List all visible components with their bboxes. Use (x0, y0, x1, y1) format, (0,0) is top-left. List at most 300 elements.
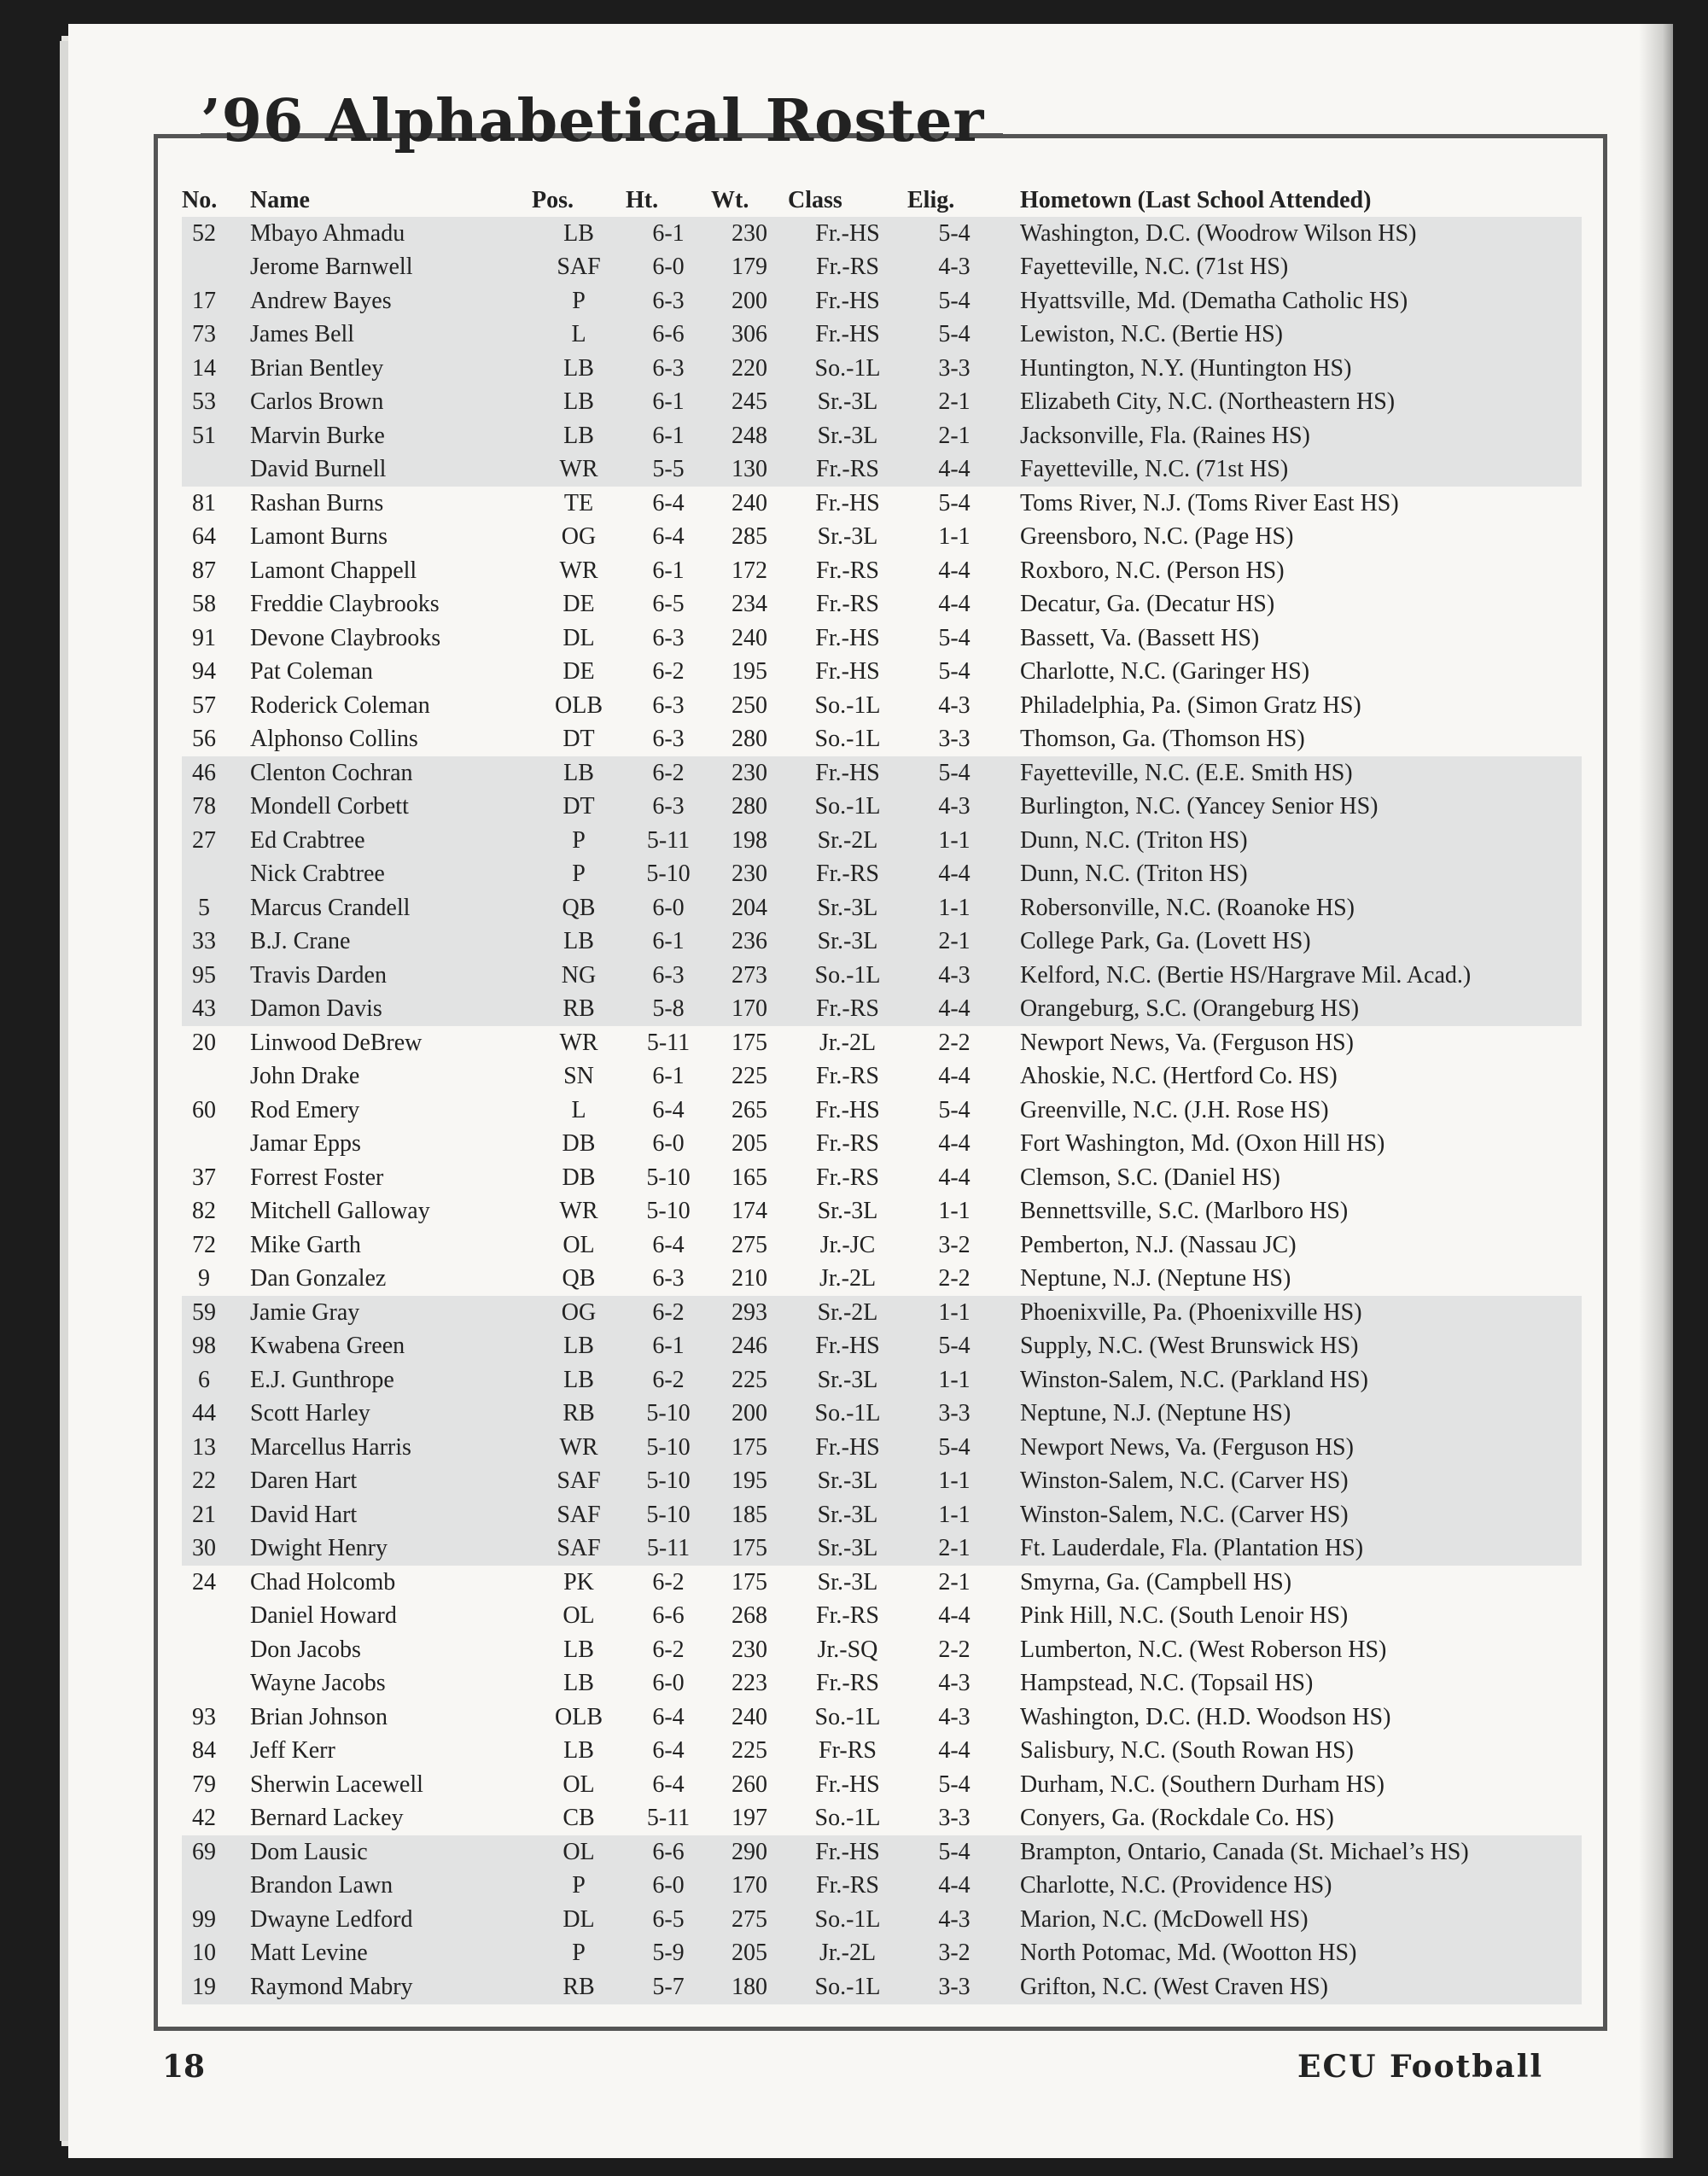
cell-ht: 5-11 (626, 824, 711, 858)
cell-cls: Jr.-JC (819, 1231, 876, 1258)
cell-name: Jerome Barnwell (226, 251, 532, 285)
roster-row (182, 1431, 1582, 1465)
roster-row (182, 656, 1582, 690)
cell-elig: 5-4 (938, 658, 971, 685)
cell-home: Pink Hill, N.C. (South Lenoir HS) (1020, 1602, 1349, 1630)
cell-wt: 285 (732, 523, 767, 551)
cell-cls: Fr.-HS (815, 624, 880, 651)
cell-home: Hyattsville, Md. (Dematha Catholic HS) (1001, 284, 1582, 318)
cell-pos: DL (563, 624, 595, 651)
roster-body (182, 217, 1582, 2004)
cell-wt: 240 (732, 1703, 767, 1730)
cell-ht: 6-1 (626, 217, 711, 251)
roster-row (182, 621, 1582, 656)
cell-pos: OG (561, 523, 597, 551)
cell-ht: 6-1 (626, 925, 711, 960)
cell-no: 87 (192, 557, 216, 584)
cell-cls: So.-1L (814, 1703, 881, 1730)
cell-cls: Sr.-3L (788, 1498, 907, 1532)
roster-row (182, 1498, 1582, 1532)
cell-wt: 200 (711, 1397, 788, 1432)
cell-no: 9 (198, 1265, 210, 1292)
cell-pos: DB (562, 1130, 596, 1158)
cell-home: Bennettsville, S.C. (Marlboro HS) (1020, 1198, 1349, 1225)
cell-no: 72 (192, 1231, 216, 1258)
cell-no: 93 (192, 1703, 216, 1730)
cell-name: Kwabena Green (226, 1330, 532, 1364)
cell-pos: LB (532, 352, 626, 386)
cell-pos: LB (532, 756, 626, 790)
cell-ht: 6-4 (652, 523, 685, 551)
cell-no: 42 (192, 1805, 216, 1832)
roster-row (182, 554, 1582, 588)
cell-home: Salisbury, N.C. (South Rowan HS) (1020, 1737, 1354, 1765)
cell-wt: 225 (732, 1063, 767, 1090)
roster-row (182, 1802, 1582, 1836)
page-number: 18 (162, 2049, 206, 2085)
cell-pos: DT (532, 790, 626, 825)
cell-cls: Fr.-RS (788, 993, 907, 1027)
cell-no: 59 (182, 1296, 226, 1330)
cell-home: Newport News, Va. (Ferguson HS) (1020, 1029, 1354, 1056)
cell-name: Scott Harley (226, 1397, 532, 1432)
cell-elig: 1-1 (907, 1498, 1001, 1532)
cell-name: David Burnell (226, 453, 532, 487)
cell-name: Matt Levine (226, 1937, 532, 1971)
cell-name: Lamont Chappell (250, 557, 417, 584)
roster-row (182, 1128, 1582, 1162)
cell-cls: Fr.-HS (815, 489, 880, 516)
cell-home: Pemberton, N.J. (Nassau JC) (1020, 1231, 1297, 1258)
cell-elig: 5-4 (907, 1330, 1001, 1364)
cell-name: Mitchell Galloway (250, 1198, 430, 1225)
cell-pos: SAF (532, 1532, 626, 1566)
cell-elig: 4-3 (938, 691, 971, 719)
cell-no: 6 (182, 1363, 226, 1397)
cell-ht: 6-6 (626, 1835, 711, 1870)
cell-wt: 210 (732, 1265, 767, 1292)
cell-elig: 2-1 (907, 419, 1001, 453)
cell-home: Kelford, N.C. (Bertie HS/Hargrave Mil. Acad.) (1001, 959, 1582, 993)
cell-wt: 175 (711, 1532, 788, 1566)
cell-elig: 2-1 (938, 1568, 971, 1596)
cell-no: 82 (192, 1198, 216, 1225)
cell-home: Winston-Salem, N.C. (Carver HS) (1001, 1465, 1582, 1499)
cell-no: 21 (182, 1498, 226, 1532)
cell-name: Mike Garth (250, 1231, 361, 1258)
cell-ht: 6-2 (626, 1363, 711, 1397)
cell-pos: LB (532, 386, 626, 420)
cell-cls: So.-1L (788, 959, 907, 993)
cell-cls: Fr.-RS (788, 251, 907, 285)
cell-home: Winston-Salem, N.C. (Parkland HS) (1001, 1363, 1582, 1397)
cell-elig: 5-4 (938, 624, 971, 651)
cell-home: College Park, Ga. (Lovett HS) (1001, 925, 1582, 960)
cell-elig: 5-4 (907, 1835, 1001, 1870)
cell-home: Ahoskie, N.C. (Hertford Co. HS) (1020, 1063, 1338, 1090)
cell-wt: 275 (711, 1903, 788, 1937)
cell-name: Pat Coleman (250, 658, 373, 685)
cell-ht: 5-10 (626, 858, 711, 892)
roster-row (182, 1397, 1582, 1432)
roster-row (182, 1026, 1582, 1060)
cell-wt: 200 (711, 284, 788, 318)
cell-cls: Sr.-3L (788, 1363, 907, 1397)
cell-name: Wayne Jacobs (250, 1670, 386, 1697)
cell-elig: 1-1 (938, 1198, 971, 1225)
roster-row (182, 824, 1582, 858)
cell-wt: 230 (711, 756, 788, 790)
cell-wt: 165 (732, 1164, 767, 1191)
cell-home: Elizabeth City, N.C. (Northeastern HS) (1001, 386, 1582, 420)
cell-name: Brian Johnson (250, 1703, 388, 1730)
cell-cls: Fr.-HS (788, 756, 907, 790)
roster-row (182, 487, 1582, 521)
cell-home: Philadelphia, Pa. (Simon Gratz HS) (1020, 691, 1361, 719)
cell-cls: Jr.-SQ (817, 1636, 878, 1663)
cell-cls: Fr.-RS (816, 1063, 879, 1090)
cell-home: Marion, N.C. (McDowell HS) (1001, 1903, 1582, 1937)
cell-elig: 4-4 (907, 453, 1001, 487)
cell-elig: 4-4 (938, 1063, 971, 1090)
cell-pos: P (532, 284, 626, 318)
cell-ht: 6-3 (652, 691, 685, 719)
cell-wt: 246 (711, 1330, 788, 1364)
roster-row (182, 723, 1582, 757)
cell-cls: So.-1L (788, 1397, 907, 1432)
cell-no: 95 (182, 959, 226, 993)
cell-home: North Potomac, Md. (Wootton HS) (1001, 1937, 1582, 1971)
cell-no (182, 453, 226, 487)
cell-pos: NG (532, 959, 626, 993)
cell-pos: OL (563, 1602, 595, 1630)
cell-pos: OLB (555, 1703, 603, 1730)
cell-wt: 205 (732, 1130, 767, 1158)
cell-ht: 6-3 (626, 790, 711, 825)
cell-wt: 273 (711, 959, 788, 993)
cell-name: Marvin Burke (226, 419, 532, 453)
roster-row (182, 959, 1582, 993)
roster-row (182, 1263, 1582, 1297)
cell-no: 27 (182, 824, 226, 858)
col-header-pos: Pos. (532, 187, 574, 213)
cell-ht: 5-7 (626, 1970, 711, 2004)
cell-pos: RB (532, 1397, 626, 1432)
cell-elig: 1-1 (907, 1465, 1001, 1499)
cell-home: Orangeburg, S.C. (Orangeburg HS) (1001, 993, 1582, 1027)
cell-ht: 6-3 (652, 1265, 685, 1292)
cell-elig: 5-4 (907, 217, 1001, 251)
cell-name: Jeff Kerr (250, 1737, 335, 1765)
cell-home: Clemson, S.C. (Daniel HS) (1020, 1164, 1280, 1191)
cell-home: Charlotte, N.C. (Providence HS) (1001, 1870, 1582, 1904)
roster-row (182, 1835, 1582, 1870)
cell-wt: 198 (711, 824, 788, 858)
cell-pos: QB (532, 891, 626, 925)
cell-no: 58 (192, 591, 216, 618)
cell-home: Roxboro, N.C. (Person HS) (1020, 557, 1285, 584)
cell-pos: CB (563, 1805, 595, 1832)
cell-elig: 4-4 (938, 1737, 971, 1765)
cell-wt: 230 (732, 1636, 767, 1663)
cell-cls: Fr.-HS (815, 1771, 880, 1798)
cell-wt: 175 (732, 1029, 767, 1056)
cell-wt: 170 (711, 993, 788, 1027)
cell-name: Andrew Bayes (226, 284, 532, 318)
roster-row (182, 386, 1582, 420)
cell-ht: 5-11 (646, 1029, 691, 1056)
cell-name: Mbayo Ahmadu (226, 217, 532, 251)
cell-no: 84 (192, 1737, 216, 1765)
cell-home: Toms River, N.J. (Toms River East HS) (1020, 489, 1399, 516)
cell-elig: 5-4 (907, 1431, 1001, 1465)
roster-row (182, 993, 1582, 1027)
cell-home: Robersonville, N.C. (Roanoke HS) (1001, 891, 1582, 925)
cell-home: Grifton, N.C. (West Craven HS) (1001, 1970, 1582, 2004)
cell-elig: 3-2 (907, 1937, 1001, 1971)
cell-cls: Fr.-HS (788, 1330, 907, 1364)
cell-cls: Sr.-2L (788, 1296, 907, 1330)
roster-row (182, 1330, 1582, 1364)
cell-wt: 204 (711, 891, 788, 925)
cell-name: Marcellus Harris (226, 1431, 532, 1465)
cell-wt: 179 (711, 251, 788, 285)
cell-pos: OLB (555, 691, 603, 719)
roster-row (182, 891, 1582, 925)
cell-home: Ft. Lauderdale, Fla. (Plantation HS) (1001, 1532, 1582, 1566)
cell-ht: 5-11 (626, 1532, 711, 1566)
cell-ht: 5-10 (626, 1465, 711, 1499)
cell-cls: Jr.-2L (819, 1265, 877, 1292)
cell-home: Lewiston, N.C. (Bertie HS) (1001, 318, 1582, 353)
cell-no: 56 (192, 726, 216, 753)
cell-pos: RB (532, 1970, 626, 2004)
roster-row (182, 1903, 1582, 1937)
cell-name: Marcus Crandell (226, 891, 532, 925)
cell-cls: Fr-RS (819, 1737, 877, 1765)
cell-name: Dan Gonzalez (250, 1265, 387, 1292)
cell-ht: 5-8 (626, 993, 711, 1027)
cell-elig: 1-1 (907, 1363, 1001, 1397)
cell-wt: 197 (732, 1805, 767, 1832)
cell-pos: TE (563, 489, 594, 516)
cell-home: Neptune, N.J. (Neptune HS) (1001, 1397, 1582, 1432)
cell-no: 91 (192, 624, 216, 651)
cell-ht: 5-10 (646, 1164, 691, 1191)
cell-cls: Sr.-3L (788, 1465, 907, 1499)
cell-pos: DB (562, 1164, 596, 1191)
cell-no: 78 (182, 790, 226, 825)
cell-home: Durham, N.C. (Southern Durham HS) (1020, 1771, 1384, 1798)
cell-no (182, 1870, 226, 1904)
cell-no: 69 (182, 1835, 226, 1870)
cell-home: Fayetteville, N.C. (71st HS) (1001, 251, 1582, 285)
cell-name: Brandon Lawn (226, 1870, 532, 1904)
cell-pos: LB (563, 1737, 594, 1765)
cell-ht: 6-4 (652, 1231, 685, 1258)
cell-pos: P (532, 1937, 626, 1971)
page-title: ’96 Alphabetical Roster (201, 87, 985, 155)
cell-ht: 6-1 (626, 419, 711, 453)
cell-no: 10 (182, 1937, 226, 1971)
cell-name: Dwight Henry (226, 1532, 532, 1566)
cell-home: Winston-Salem, N.C. (Carver HS) (1001, 1498, 1582, 1532)
roster-row (182, 1600, 1582, 1634)
cell-name: Devone Claybrooks (250, 624, 441, 651)
cell-no (182, 251, 226, 285)
cell-wt: 225 (732, 1737, 767, 1765)
cell-name: James Bell (226, 318, 532, 353)
roster-row (182, 1970, 1582, 2004)
cell-no (182, 1633, 226, 1667)
cell-no: 79 (192, 1771, 216, 1798)
cell-name: Rod Emery (250, 1096, 360, 1123)
cell-name: Sherwin Lacewell (250, 1771, 423, 1798)
cell-wt: 240 (732, 489, 767, 516)
cell-wt: 223 (732, 1670, 767, 1697)
cell-home: Dunn, N.C. (Triton HS) (1001, 824, 1582, 858)
cell-elig: 2-1 (907, 1532, 1001, 1566)
cell-name: Nick Crabtree (226, 858, 532, 892)
cell-elig: 3-2 (938, 1231, 971, 1258)
cell-wt: 280 (711, 790, 788, 825)
cell-name: Clenton Cochran (226, 756, 532, 790)
cell-elig: 4-3 (907, 959, 1001, 993)
cell-name: Forrest Foster (250, 1164, 384, 1191)
cell-wt: 240 (732, 624, 767, 651)
cell-ht: 6-4 (652, 489, 685, 516)
roster-row (182, 1060, 1582, 1094)
roster-row (182, 217, 1582, 251)
cell-pos: SAF (532, 1498, 626, 1532)
cell-wt: 260 (732, 1771, 767, 1798)
cell-home: Smyrna, Ga. (Campbell HS) (1020, 1568, 1292, 1596)
cell-ht: 6-0 (626, 891, 711, 925)
cell-ht: 6-6 (626, 318, 711, 353)
cell-wt: 175 (732, 1568, 767, 1596)
cell-pos: LB (532, 419, 626, 453)
col-header-wt: Wt. (711, 187, 749, 213)
col-header-ht: Ht. (626, 187, 659, 213)
cell-elig: 3-3 (907, 352, 1001, 386)
roster-row (182, 352, 1582, 386)
cell-elig: 3-3 (907, 1397, 1001, 1432)
cell-elig: 4-4 (907, 858, 1001, 892)
cell-home: Washington, D.C. (H.D. Woodson HS) (1020, 1703, 1391, 1730)
cell-home: Decatur, Ga. (Decatur HS) (1020, 591, 1275, 618)
cell-wt: 280 (732, 726, 767, 753)
cell-cls: So.-1L (788, 352, 907, 386)
cell-elig: 4-3 (938, 1703, 971, 1730)
cell-wt: 175 (711, 1431, 788, 1465)
cell-no: 99 (182, 1903, 226, 1937)
roster-row (182, 1363, 1582, 1397)
cell-ht: 6-3 (626, 352, 711, 386)
cell-ht: 6-2 (652, 1636, 685, 1663)
cell-no: 46 (182, 756, 226, 790)
cell-no: 20 (192, 1029, 216, 1056)
cell-name: Alphonso Collins (250, 726, 418, 753)
roster-row (182, 1296, 1582, 1330)
cell-no: 33 (182, 925, 226, 960)
roster-row (182, 1633, 1582, 1667)
cell-wt: 230 (711, 217, 788, 251)
cell-wt: 293 (711, 1296, 788, 1330)
cell-pos: LB (532, 1330, 626, 1364)
cell-elig: 1-1 (938, 523, 971, 551)
cell-pos: P (532, 1870, 626, 1904)
cell-no: 60 (192, 1096, 216, 1123)
roster-header-row (182, 184, 1582, 217)
cell-wt: 250 (732, 691, 767, 719)
cell-wt: 130 (711, 453, 788, 487)
cell-wt: 275 (732, 1231, 767, 1258)
cell-pos: LB (532, 217, 626, 251)
roster-row (182, 1701, 1582, 1735)
cell-elig: 5-4 (907, 318, 1001, 353)
cell-elig: 2-1 (907, 386, 1001, 420)
cell-wt: 245 (711, 386, 788, 420)
cell-cls: Fr.-HS (788, 217, 907, 251)
cell-ht: 6-4 (652, 1737, 685, 1765)
cell-cls: Jr.-2L (819, 1029, 877, 1056)
cell-wt: 248 (711, 419, 788, 453)
cell-no: 51 (182, 419, 226, 453)
cell-pos: PK (563, 1568, 594, 1596)
cell-ht: 6-6 (652, 1602, 685, 1630)
cell-pos: DE (563, 658, 595, 685)
cell-no: 52 (182, 217, 226, 251)
cell-cls: So.-1L (788, 1970, 907, 2004)
cell-wt: 236 (711, 925, 788, 960)
cell-ht: 6-1 (626, 1330, 711, 1364)
cell-elig: 2-1 (907, 925, 1001, 960)
cell-no (182, 858, 226, 892)
cell-home: Neptune, N.J. (Neptune HS) (1020, 1265, 1291, 1292)
cell-wt: 230 (711, 858, 788, 892)
cell-no: 43 (182, 993, 226, 1027)
cell-wt: 306 (711, 318, 788, 353)
cell-name: E.J. Gunthrope (226, 1363, 532, 1397)
cell-name: Chad Holcomb (250, 1568, 396, 1596)
cell-elig: 1-1 (907, 891, 1001, 925)
roster-row (182, 251, 1582, 285)
cell-no: 53 (182, 386, 226, 420)
cell-no: 37 (192, 1164, 216, 1191)
roster-row (182, 689, 1582, 723)
cell-ht: 6-2 (626, 756, 711, 790)
cell-home: Supply, N.C. (West Brunswick HS) (1001, 1330, 1582, 1364)
cell-no: 13 (182, 1431, 226, 1465)
cell-cls: Sr.-3L (817, 1198, 878, 1225)
cell-elig: 4-3 (938, 1670, 971, 1697)
cell-ht: 6-5 (626, 1903, 711, 1937)
cell-no: 44 (182, 1397, 226, 1432)
cell-pos: DL (532, 1903, 626, 1937)
cell-no: 94 (192, 658, 216, 685)
cell-no: 22 (182, 1465, 226, 1499)
roster-row (182, 1532, 1582, 1566)
cell-wt: 225 (711, 1363, 788, 1397)
cell-pos: P (532, 858, 626, 892)
cell-pos: OL (563, 1231, 595, 1258)
roster-row (182, 1937, 1582, 1971)
cell-wt: 205 (711, 1937, 788, 1971)
cell-home: Hampstead, N.C. (Topsail HS) (1020, 1670, 1314, 1697)
roster-row (182, 1870, 1582, 1904)
cell-cls: Fr.-RS (816, 1670, 879, 1697)
cell-name: Raymond Mabry (226, 1970, 532, 2004)
